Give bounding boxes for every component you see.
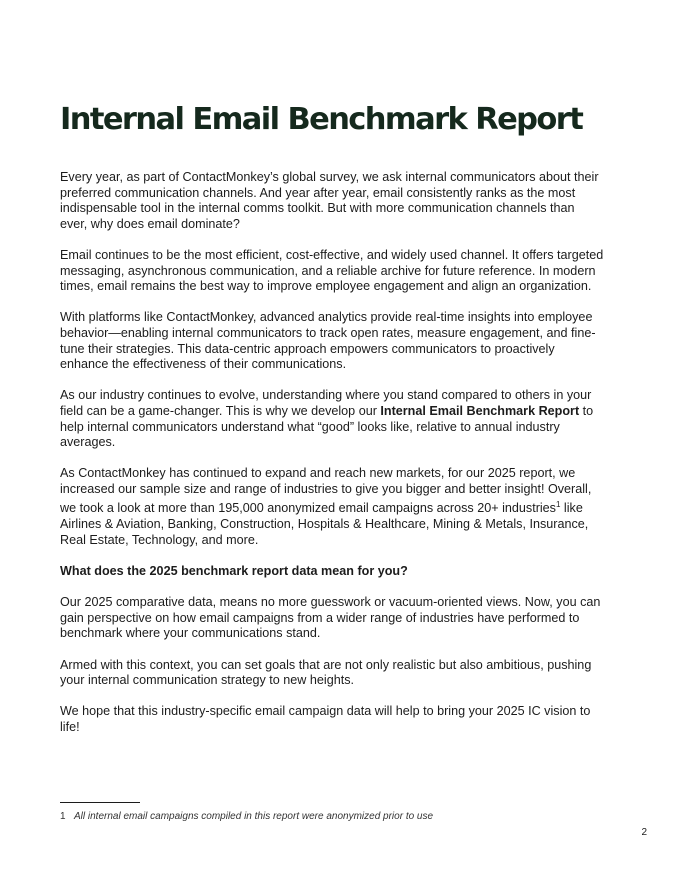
sample-size-text-start: As ContactMonkey has continued to expand and reach new markets, for our 2025 report, we increased our sample size and range of industries to give you bigger and better insight! Overall, we took a look at more than 195,000 anonymized email campaigns across 20+ industries: [60, 466, 592, 516]
footnote-number: 1: [60, 811, 66, 822]
comparative-data-paragraph: Our 2025 comparative data, means no more guesswork or vacuum-oriented views. Now, you can gain perspective on how email campaigns from a wider range of industries have performed to benchmark where your communications stand.: [60, 595, 601, 641]
industry-evolution-text-end: to help internal communicators understand what “good” looks like, relative to annual industry averages.: [60, 403, 594, 450]
email-efficiency-paragraph: Email continues to be the most efficient, cost-effective, and widely used channel. It offers targeted messaging, asynchronous communication, and a reliable archive for future reference. In modern times, email remains the best way to improve employee engagement and align an organization.: [60, 247, 604, 294]
industry-evolution-paragraph: [60, 388, 605, 450]
footnote-reference: 1: [555, 500, 561, 510]
report-name-bold: Internal Email Benchmark Report: [380, 403, 580, 418]
sample-size-paragraph: [60, 466, 605, 548]
footnote-divider: [60, 802, 140, 803]
section-heading: What does the 2025 benchmark report data mean for you?: [60, 564, 408, 579]
intro-paragraph: Every year, as part of ContactMonkey’s global survey, we ask internal communicators about their preferred communication channels. And year after year, email consistently ranks as the most indispensable tool in the internal comms toolkit. But with more communication channels than ever, why does email dominate?: [60, 170, 599, 231]
footnote-text: All internal email campaigns compiled in this report were anonymized prior to use: [74, 811, 434, 822]
closing-paragraph: We hope that this industry-specific email campaign data will help to bring your 2025 IC vision to life!: [60, 704, 591, 734]
sample-size-text-end: like Airlines & Aviation, Banking, Construction, Hospitals & Healthcare, Mining & Metals, Insurance, Real Estate, Technology, and more.: [60, 501, 589, 547]
analytics-paragraph: With platforms like ContactMonkey, advanced analytics provide real-time insights into employee behavior—enabling internal communicators to track open rates, measure engagement, and fine-tune their strategies. This data-centric approach empowers communicators to proactively enhance the effectiveness of their communications.: [60, 310, 596, 372]
footnote: [60, 811, 433, 822]
goals-paragraph: Armed with this context, you can set goals that are not only realistic but also ambitious, pushing your internal communication strategy to new heights.: [60, 657, 592, 688]
page-number: 2: [641, 827, 647, 838]
page-title: Internal Email Benchmark Report: [60, 102, 583, 137]
industry-evolution-text-start: As our industry continues to evolve, understanding where you stand compared to others in your field can be a game-changer. This is why we develop our: [60, 388, 592, 418]
body-content: [60, 170, 605, 751]
